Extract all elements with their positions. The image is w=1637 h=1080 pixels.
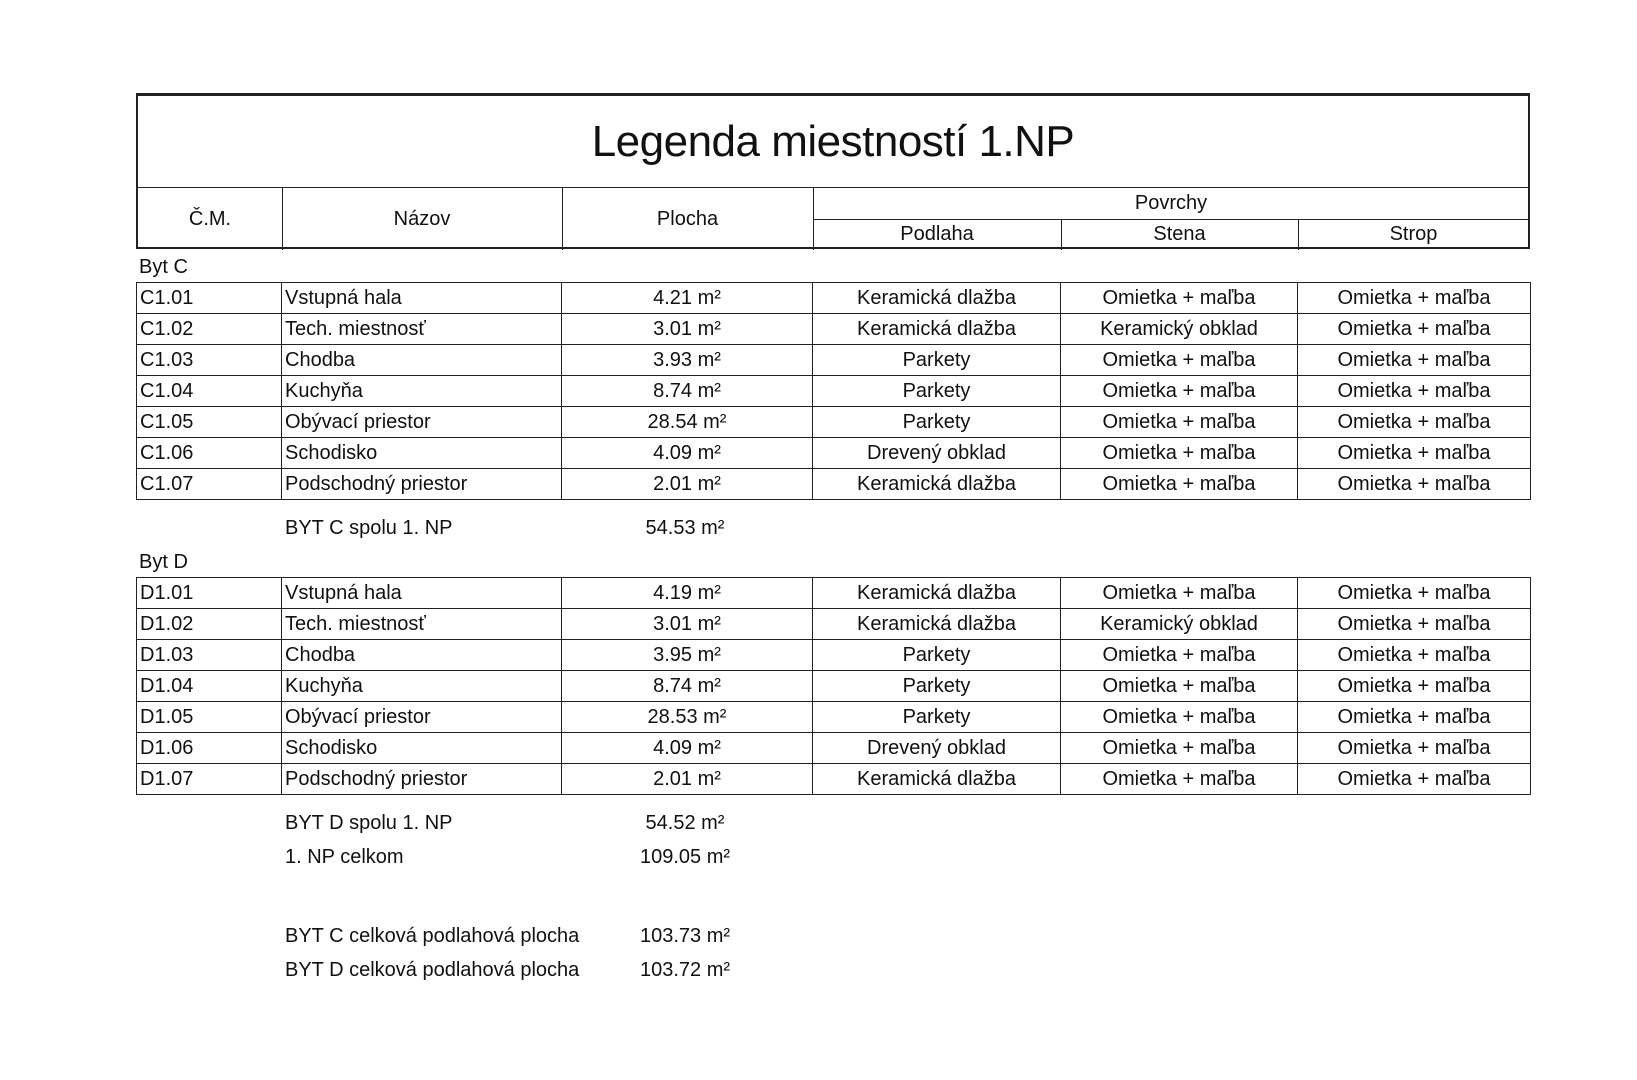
room-area: 2.01 m² <box>562 764 813 795</box>
room-floor: Parkety <box>813 671 1061 702</box>
room-wall: Omietka + maľba <box>1061 671 1298 702</box>
room-name: Vstupná hala <box>282 283 562 314</box>
room-ceiling: Omietka + maľba <box>1298 578 1531 609</box>
room-wall: Keramický obklad <box>1061 609 1298 640</box>
room-number: C1.04 <box>137 376 282 407</box>
room-number: C1.06 <box>137 438 282 469</box>
page-title: Legenda miestností 1.NP <box>138 96 1528 188</box>
room-ceiling: Omietka + maľba <box>1298 609 1531 640</box>
room-wall: Omietka + maľba <box>1061 733 1298 764</box>
table-row <box>137 733 1531 764</box>
total-value-1np: 109.05 m² <box>639 846 731 868</box>
table-row <box>137 764 1531 795</box>
room-area: 28.54 m² <box>562 407 813 438</box>
room-number: D1.03 <box>137 640 282 671</box>
room-ceiling: Omietka + maľba <box>1298 438 1531 469</box>
legend-header <box>136 93 1530 249</box>
room-number: D1.01 <box>137 578 282 609</box>
group-label-byt-c: Byt C <box>139 256 188 278</box>
subtotal-value-byt-d: 54.52 m² <box>645 812 725 834</box>
room-floor: Parkety <box>813 640 1061 671</box>
room-number: D1.02 <box>137 609 282 640</box>
room-area: 4.21 m² <box>562 283 813 314</box>
table-row <box>137 376 1531 407</box>
room-wall: Omietka + maľba <box>1061 702 1298 733</box>
room-ceiling: Omietka + maľba <box>1298 407 1531 438</box>
room-name: Podschodný priestor <box>282 764 562 795</box>
room-wall: Omietka + maľba <box>1061 407 1298 438</box>
room-wall: Omietka + maľba <box>1061 283 1298 314</box>
room-floor: Keramická dlažba <box>813 469 1061 500</box>
room-area: 3.01 m² <box>562 314 813 345</box>
header-stena: Stena <box>1153 223 1206 245</box>
room-name: Kuchyňa <box>282 671 562 702</box>
subtotal-label-byt-d: BYT D spolu 1. NP <box>285 812 453 834</box>
room-wall: Omietka + maľba <box>1061 376 1298 407</box>
room-area: 4.09 m² <box>562 438 813 469</box>
table-row <box>137 469 1531 500</box>
room-ceiling: Omietka + maľba <box>1298 671 1531 702</box>
room-ceiling: Omietka + maľba <box>1298 640 1531 671</box>
room-name: Obývací priestor <box>282 702 562 733</box>
total-value-byt-d-floor: 103.72 m² <box>639 959 731 981</box>
table-row <box>137 345 1531 376</box>
room-floor: Keramická dlažba <box>813 578 1061 609</box>
rooms-table-byt-c <box>136 282 1531 500</box>
total-label-byt-c-floor: BYT C celková podlahová plocha <box>285 925 580 947</box>
room-wall: Omietka + maľba <box>1061 438 1298 469</box>
room-wall: Omietka + maľba <box>1061 345 1298 376</box>
subtotal-value-byt-c: 54.53 m² <box>645 517 725 539</box>
room-ceiling: Omietka + maľba <box>1298 283 1531 314</box>
table-row <box>137 640 1531 671</box>
room-ceiling: Omietka + maľba <box>1298 733 1531 764</box>
room-area: 8.74 m² <box>562 376 813 407</box>
room-area: 28.53 m² <box>562 702 813 733</box>
room-name: Schodisko <box>282 733 562 764</box>
room-name: Podschodný priestor <box>282 469 562 500</box>
room-floor: Parkety <box>813 407 1061 438</box>
room-number: C1.02 <box>137 314 282 345</box>
room-wall: Omietka + maľba <box>1061 469 1298 500</box>
room-floor: Drevený obklad <box>813 438 1061 469</box>
group-label-byt-d: Byt D <box>139 551 188 573</box>
room-number: D1.06 <box>137 733 282 764</box>
table-row <box>137 314 1531 345</box>
table-row <box>137 438 1531 469</box>
room-ceiling: Omietka + maľba <box>1298 702 1531 733</box>
total-label-1np: 1. NP celkom <box>285 846 404 868</box>
room-number: D1.04 <box>137 671 282 702</box>
room-area: 3.93 m² <box>562 345 813 376</box>
room-floor: Parkety <box>813 345 1061 376</box>
header-plocha: Plocha <box>656 207 719 230</box>
room-wall: Keramický obklad <box>1061 314 1298 345</box>
room-area: 3.01 m² <box>562 609 813 640</box>
room-name: Tech. miestnosť <box>282 609 562 640</box>
room-number: C1.05 <box>137 407 282 438</box>
room-ceiling: Omietka + maľba <box>1298 314 1531 345</box>
room-floor: Drevený obklad <box>813 733 1061 764</box>
table-row <box>137 578 1531 609</box>
room-area: 4.09 m² <box>562 733 813 764</box>
total-value-byt-c-floor: 103.73 m² <box>639 925 731 947</box>
header-strop: Strop <box>1389 223 1438 245</box>
room-floor: Parkety <box>813 376 1061 407</box>
room-ceiling: Omietka + maľba <box>1298 345 1531 376</box>
table-row <box>137 702 1531 733</box>
room-floor: Parkety <box>813 702 1061 733</box>
room-area: 2.01 m² <box>562 469 813 500</box>
room-number: C1.01 <box>137 283 282 314</box>
room-wall: Omietka + maľba <box>1061 764 1298 795</box>
room-number: C1.03 <box>137 345 282 376</box>
room-floor: Keramická dlažba <box>813 764 1061 795</box>
room-name: Obývací priestor <box>282 407 562 438</box>
room-ceiling: Omietka + maľba <box>1298 764 1531 795</box>
table-row <box>137 407 1531 438</box>
room-name: Vstupná hala <box>282 578 562 609</box>
table-row <box>137 609 1531 640</box>
room-name: Chodba <box>282 640 562 671</box>
room-ceiling: Omietka + maľba <box>1298 469 1531 500</box>
room-wall: Omietka + maľba <box>1061 578 1298 609</box>
room-wall: Omietka + maľba <box>1061 640 1298 671</box>
header-cm: Č.M. <box>188 207 232 230</box>
rooms-table-byt-d <box>136 577 1531 795</box>
room-name: Tech. miestnosť <box>282 314 562 345</box>
header-podlaha: Podlaha <box>900 223 974 245</box>
header-povrchy: Povrchy <box>1134 192 1208 214</box>
room-name: Schodisko <box>282 438 562 469</box>
room-floor: Keramická dlažba <box>813 314 1061 345</box>
table-row <box>137 671 1531 702</box>
room-number: D1.07 <box>137 764 282 795</box>
room-name: Chodba <box>282 345 562 376</box>
room-area: 8.74 m² <box>562 671 813 702</box>
room-area: 4.19 m² <box>562 578 813 609</box>
subtotal-label-byt-c: BYT C spolu 1. NP <box>285 517 453 539</box>
room-number: C1.07 <box>137 469 282 500</box>
header-nazov: Názov <box>393 207 451 230</box>
room-floor: Keramická dlažba <box>813 283 1061 314</box>
table-row <box>137 283 1531 314</box>
total-label-byt-d-floor: BYT D celková podlahová plocha <box>285 959 580 981</box>
room-area: 3.95 m² <box>562 640 813 671</box>
room-name: Kuchyňa <box>282 376 562 407</box>
room-number: D1.05 <box>137 702 282 733</box>
room-floor: Keramická dlažba <box>813 609 1061 640</box>
room-ceiling: Omietka + maľba <box>1298 376 1531 407</box>
